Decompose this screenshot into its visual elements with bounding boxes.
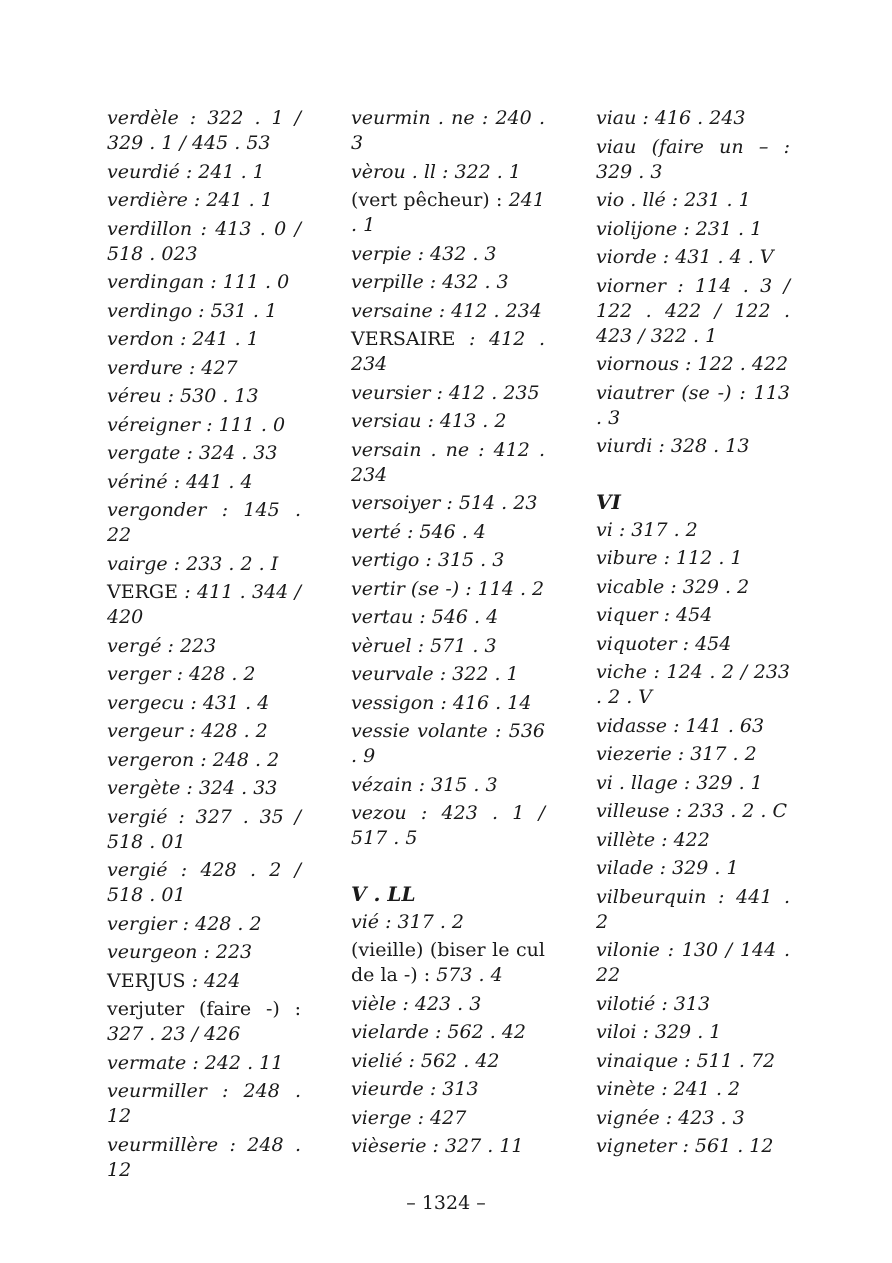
entry-text: viquer : 454 xyxy=(596,604,713,626)
index-entry xyxy=(351,577,545,602)
index-entry xyxy=(596,1106,790,1131)
entry-upright-text: verjuter (faire -) : xyxy=(107,998,301,1020)
entry-text: vergé : 223 xyxy=(107,634,217,657)
entry-text: vièserie : 327 . 11 xyxy=(351,1135,524,1157)
entry-text: vézain : 315 . 3 xyxy=(351,773,498,796)
section-gap xyxy=(351,855,545,882)
entry-text: vio . llé : 231 . 1 xyxy=(596,189,751,211)
index-entry xyxy=(351,270,545,295)
entry-text: verpille : 432 . 3 xyxy=(351,271,509,293)
page-number: – 1324 – xyxy=(406,1192,486,1214)
entry-text: vigneter : 561 . 12 xyxy=(596,1135,774,1157)
index-entry xyxy=(596,799,790,824)
index-entry xyxy=(351,938,545,988)
entry-text: verdingan : 111 . 0 xyxy=(107,271,290,293)
entry-text: vié : 317 . 2 xyxy=(351,910,465,933)
entry-text: verdon : 241 . 1 xyxy=(107,328,259,350)
entry-text: 327 . 23 / 426 xyxy=(107,1023,241,1045)
index-entry xyxy=(107,858,301,908)
index-entry xyxy=(107,997,301,1047)
index-entry xyxy=(107,552,301,577)
index-entry xyxy=(107,413,301,438)
index-entry xyxy=(596,742,790,767)
index-entry xyxy=(351,548,545,573)
index-entry xyxy=(107,940,301,965)
index-entry xyxy=(596,603,790,628)
index-column-1 xyxy=(107,106,301,1186)
entry-text: veurdié : 241 . 1 xyxy=(107,160,265,183)
entry-text: : 411 . 344 / 420 xyxy=(107,581,301,628)
entry-upright-text: (vert pêcheur) : xyxy=(351,189,503,211)
index-entry xyxy=(107,776,301,801)
entry-text: verdière : 241 . 1 xyxy=(107,189,273,211)
entry-text: vignée : 423 . 3 xyxy=(596,1106,745,1129)
entry-text: verdure : 427 xyxy=(107,356,238,379)
index-entry xyxy=(107,1051,301,1076)
entry-text: verté : 546 . 4 xyxy=(351,520,486,543)
entry-text: vi : 317 . 2 xyxy=(596,518,698,541)
index-entry xyxy=(351,1106,545,1131)
entry-text: verger : 428 . 2 xyxy=(107,663,256,685)
entry-text: vibure : 112 . 1 xyxy=(596,547,743,569)
entry-text: versain . ne : 412 . 234 xyxy=(351,438,545,486)
index-entry xyxy=(351,491,545,516)
index-entry xyxy=(107,691,301,716)
index-entry xyxy=(596,714,790,739)
index-entry xyxy=(351,1020,545,1045)
index-entry xyxy=(351,409,545,434)
entry-text: vi . llage : 329 . 1 xyxy=(596,771,763,794)
entry-upright-text: VERSAIRE xyxy=(351,328,456,350)
entry-text: vinète : 241 . 2 xyxy=(596,1078,741,1100)
entry-text: vessie volante : 536 . 9 xyxy=(351,720,545,767)
entry-text: villète : 422 xyxy=(596,828,710,851)
entry-text: verpie : 432 . 3 xyxy=(351,242,497,265)
entry-text: vergeur : 428 . 2 xyxy=(107,720,268,742)
index-entry xyxy=(107,498,301,548)
entry-text: vierge : 427 xyxy=(351,1106,467,1129)
entry-text: violijone : 231 . 1 xyxy=(596,217,763,240)
entry-text: vertau : 546 . 4 xyxy=(351,606,499,628)
index-entry xyxy=(596,381,790,431)
entry-text: verdingo : 531 . 1 xyxy=(107,299,278,322)
entry-text: versaine : 412 . 234 xyxy=(351,299,542,322)
entry-text: vèrou . ll : 322 . 1 xyxy=(351,160,521,183)
index-entry xyxy=(596,245,790,270)
index-entry xyxy=(351,634,545,659)
index-entry xyxy=(596,352,790,377)
index-entry xyxy=(596,434,790,459)
entry-upright-text: VERJUS xyxy=(107,969,186,992)
index-entry xyxy=(351,188,545,238)
entry-text: 241 . 1 xyxy=(351,189,545,236)
entry-text: vergié : 327 . 35 / 518 . 01 xyxy=(107,805,301,853)
index-entry xyxy=(596,856,790,881)
entry-text: vertir (se -) : 114 . 2 xyxy=(351,577,545,600)
entry-text: veurmiller : 248 . 12 xyxy=(107,1080,301,1127)
entry-text: 573 . 4 xyxy=(430,964,503,986)
index-entry xyxy=(351,438,545,488)
index-entry xyxy=(351,1134,545,1159)
index-entry xyxy=(351,992,545,1017)
index-entry xyxy=(351,1049,545,1074)
entry-text: versoiyer : 514 . 23 xyxy=(351,492,538,514)
entry-text: vériné : 441 . 4 xyxy=(107,470,253,493)
index-entry xyxy=(596,217,790,242)
entry-text: vidasse : 141 . 63 xyxy=(596,714,765,737)
index-entry xyxy=(351,381,545,406)
index-entry xyxy=(596,1077,790,1102)
entry-text: vièle : 423 . 3 xyxy=(351,992,482,1015)
index-entry xyxy=(596,938,790,988)
index-entry xyxy=(351,327,545,377)
index-entry xyxy=(107,270,301,295)
index-entry xyxy=(107,441,301,466)
entry-text: véreigner : 111 . 0 xyxy=(107,413,286,436)
index-entry xyxy=(596,1020,790,1045)
entry-text: veursier : 412 . 235 xyxy=(351,381,540,404)
index-entry xyxy=(107,1079,301,1129)
entry-text: veurgeon : 223 xyxy=(107,941,253,963)
index-entry xyxy=(107,188,301,213)
entry-text: viautrer (se -) : 113 . 3 xyxy=(596,381,790,429)
entry-text: villeuse : 233 . 2 . C xyxy=(596,800,788,822)
index-entry xyxy=(596,1134,790,1159)
index-entry xyxy=(596,188,790,213)
index-entry xyxy=(596,828,790,853)
entry-text: vielié : 562 . 42 xyxy=(351,1049,500,1072)
entry-text: viorner : 114 . 3 / 122 . 422 / 122 . 423 / 322 . 1 xyxy=(596,274,790,347)
index-entry xyxy=(351,773,545,798)
index-entry xyxy=(351,242,545,267)
index-entry xyxy=(351,691,545,716)
entry-text: vergeron : 248 . 2 xyxy=(107,748,280,771)
entry-text: vilbeurquin : 441 . 2 xyxy=(596,885,790,933)
index-entry xyxy=(107,470,301,495)
index-entry xyxy=(107,327,301,352)
entry-text: viezerie : 317 . 2 xyxy=(596,743,757,765)
index-entry xyxy=(107,748,301,773)
index-entry xyxy=(351,1077,545,1102)
entry-text: vilotié : 313 xyxy=(596,992,711,1015)
entry-text: viau : 416 . 243 xyxy=(596,107,746,129)
entry-text: viquoter : 454 xyxy=(596,632,732,655)
entry-text: viau (faire un – : 329 . 3 xyxy=(596,135,790,183)
index-entry xyxy=(596,885,790,935)
index-entry xyxy=(596,106,790,131)
index-column-3 xyxy=(596,106,790,1163)
index-entry xyxy=(107,805,301,855)
index-entry xyxy=(107,160,301,185)
entry-text: viornous : 122 . 422 xyxy=(596,353,789,375)
entry-text: vessigon : 416 . 14 xyxy=(351,691,532,714)
index-entry xyxy=(107,634,301,659)
index-entry xyxy=(107,969,301,994)
entry-text: vicable : 329 . 2 xyxy=(596,575,750,598)
entry-text: verdillon : 413 . 0 / 518 . 023 xyxy=(107,217,301,265)
index-entry xyxy=(107,580,301,630)
index-entry xyxy=(107,299,301,324)
index-entry xyxy=(107,662,301,687)
entry-text: versiau : 413 . 2 xyxy=(351,410,507,432)
index-entry xyxy=(107,1133,301,1183)
entry-text: vergète : 324 . 33 xyxy=(107,777,278,799)
index-entry xyxy=(351,605,545,630)
index-entry xyxy=(596,771,790,796)
index-entry xyxy=(351,106,545,156)
section-heading: V . LL xyxy=(351,881,416,906)
entry-text: vairge : 233 . 2 . I xyxy=(107,552,279,575)
index-entry xyxy=(596,135,790,185)
entry-text: : 424 xyxy=(185,969,241,992)
index-entry xyxy=(351,299,545,324)
entry-upright-text: VERGE xyxy=(107,581,178,603)
index-entry xyxy=(351,662,545,687)
index-entry xyxy=(596,274,790,349)
section-heading: VI xyxy=(596,489,621,514)
index-entry xyxy=(351,801,545,851)
entry-text: vieurde : 313 xyxy=(351,1078,479,1100)
entry-text: vergier : 428 . 2 xyxy=(107,912,262,935)
index-entry xyxy=(107,384,301,409)
entry-text: vèruel : 571 . 3 xyxy=(351,634,497,657)
index-entry xyxy=(107,356,301,381)
index-entry xyxy=(596,660,790,710)
entry-text: véreu : 530 . 13 xyxy=(107,385,259,407)
index-entry xyxy=(107,912,301,937)
index-entry xyxy=(351,910,545,935)
index-entry xyxy=(596,546,790,571)
index-entry xyxy=(351,160,545,185)
entry-text: veurmillère : 248 . 12 xyxy=(107,1133,301,1181)
entry-text: vilade : 329 . 1 xyxy=(596,857,739,879)
index-entry xyxy=(596,575,790,600)
index-entry xyxy=(596,1049,790,1074)
entry-upright-text: (vieille) (biser le cul de la -) : xyxy=(351,939,545,986)
index-entry xyxy=(107,217,301,267)
entry-text: viloi : 329 . 1 xyxy=(596,1021,722,1043)
index-entry xyxy=(596,992,790,1017)
entry-text: vinaique : 511 . 72 xyxy=(596,1049,776,1072)
entry-text: vertigo : 315 . 3 xyxy=(351,549,505,571)
entry-text: : 412 . 234 xyxy=(351,328,545,375)
index-entry xyxy=(596,518,790,543)
entry-text: vermate : 242 . 11 xyxy=(107,1051,284,1074)
entry-text: veurmin . ne : 240 . 3 xyxy=(351,107,545,154)
entry-text: viurdi : 328 . 13 xyxy=(596,435,750,457)
entry-text: viche : 124 . 2 / 233 . 2 . V xyxy=(596,661,790,708)
entry-text: verdèle : 322 . 1 / 329 . 1 / 445 . 53 xyxy=(107,107,301,154)
index-entry xyxy=(596,632,790,657)
entry-text: veurvale : 322 . 1 xyxy=(351,663,519,685)
entry-text: vilonie : 130 / 144 . 22 xyxy=(596,939,790,986)
entry-text: vergate : 324 . 33 xyxy=(107,442,278,464)
section-gap xyxy=(596,463,790,490)
index-entry xyxy=(351,719,545,769)
entry-text: vezou : 423 . 1 / 517 . 5 xyxy=(351,802,545,849)
entry-text: vergié : 428 . 2 / 518 . 01 xyxy=(107,859,301,906)
entry-text: vergecu : 431 . 4 xyxy=(107,691,270,714)
index-entry xyxy=(351,520,545,545)
entry-text: viorde : 431 . 4 . V xyxy=(596,246,774,268)
index-entry xyxy=(107,719,301,744)
index-entry xyxy=(107,106,301,156)
entry-text: vergonder : 145 . 22 xyxy=(107,499,301,546)
entry-text: vielarde : 562 . 42 xyxy=(351,1021,526,1043)
index-column-2 xyxy=(351,106,545,1163)
